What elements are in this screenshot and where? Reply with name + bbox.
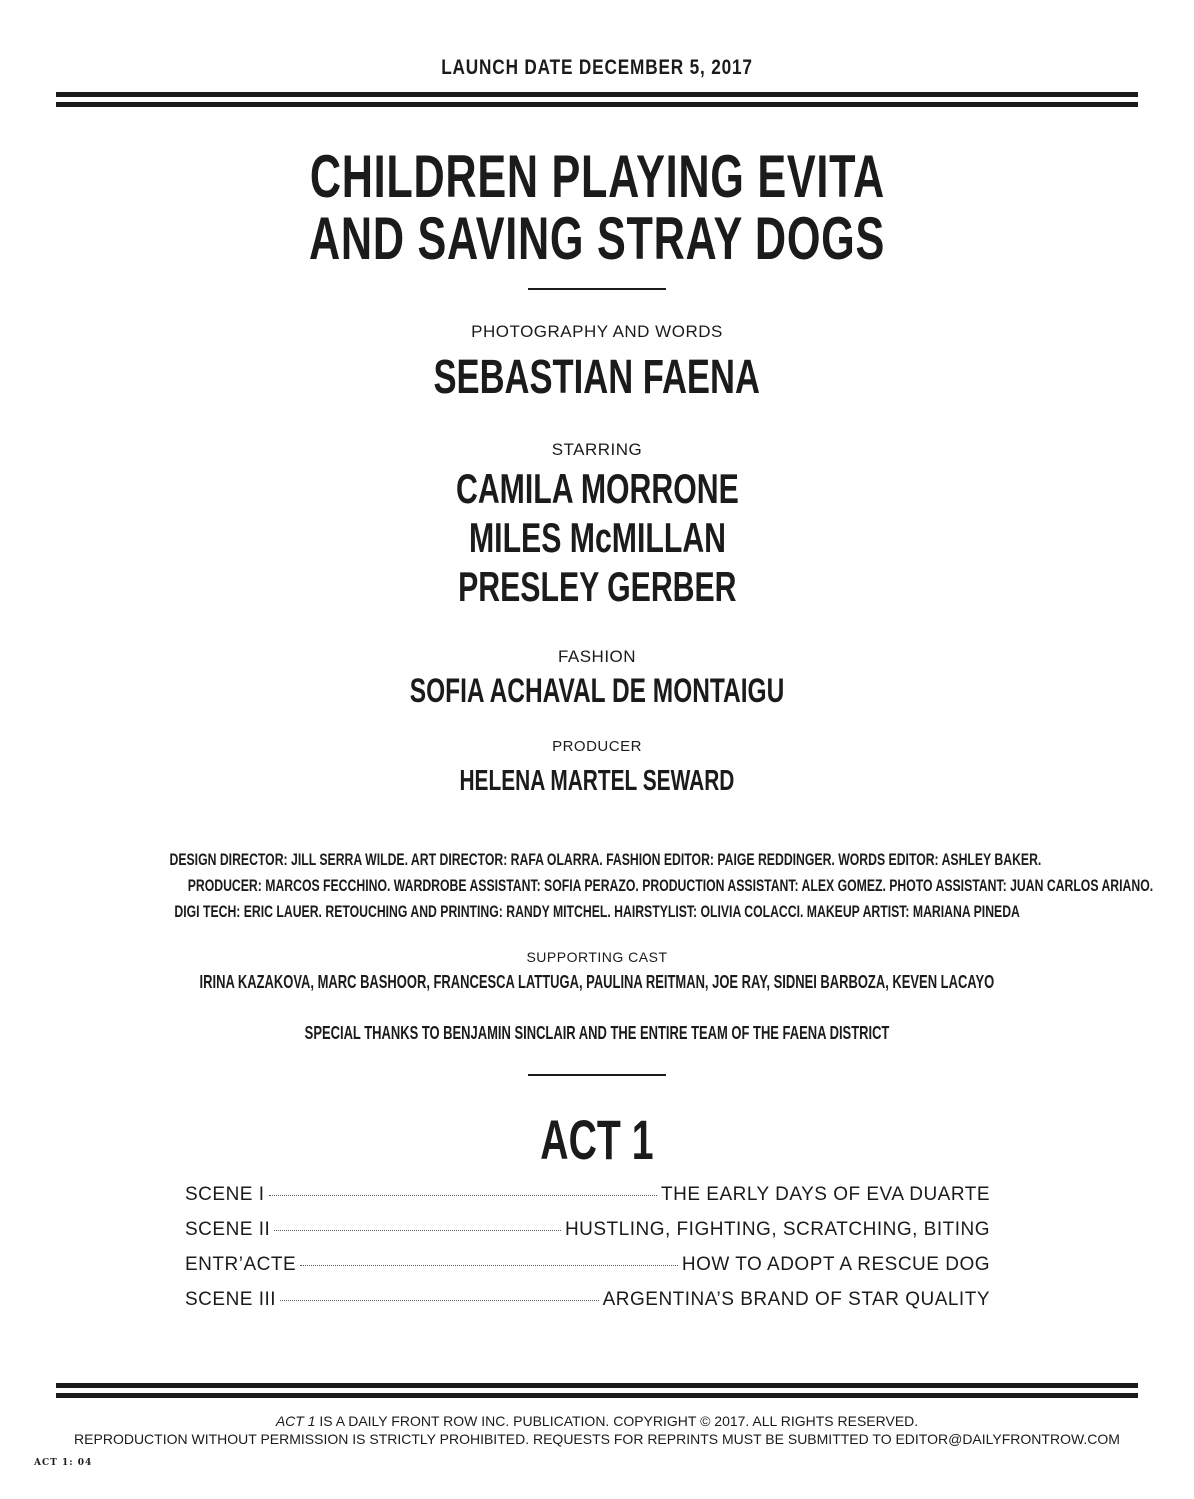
toc-scene: ENTR’ACTE [185, 1254, 297, 1275]
stars-list [0, 464, 1194, 611]
producer-label: PRODUCER [552, 738, 642, 755]
title-line-1: CHILDREN PLAYING EVITA [309, 143, 885, 210]
page-title [0, 143, 1194, 272]
supporting-cast-label: SUPPORTING CAST [526, 949, 668, 965]
supporting-cast-names: IRINA KAZAKOVA, MARC BASHOOR, FRANCESCA LATTUGA, PAULINA REITMAN, JOE RAY, SIDNEI BARBOZA, KEVEN LACAYO [199, 972, 995, 992]
toc-item [185, 1219, 990, 1243]
top-double-rule [56, 92, 1138, 107]
title-line-2: AND SAVING STRAY DOGS [308, 205, 886, 272]
toc-scene: SCENE I [185, 1184, 265, 1205]
bottom-double-rule [56, 1383, 1138, 1398]
act-title: ACT 1 [540, 1108, 654, 1171]
staff-line: DESIGN DIRECTOR: JILL SERRA WILDE. ART DIRECTOR: RAFA OLARRA. FASHION EDITOR: PAIGE REDDINGER. WORDS EDITOR: ASHLEY BAKER. [169, 850, 1042, 869]
star-name: PRESLEY GERBER [457, 563, 737, 610]
staff-line: PRODUCER: MARCOS FECCHINO. WARDROBE ASSISTANT: SOFIA PERAZO. PRODUCTION ASSISTANT: ALEX GOMEZ. PHOTO ASSISTANT: JUAN CARLOS ARIANO. [187, 876, 1154, 895]
toc-scene-title: THE EARLY DAYS OF EVA DUARTE [661, 1184, 990, 1205]
producer-name: HELENA MARTEL SEWARD [459, 765, 735, 797]
toc-scene-title: HOW TO ADOPT A RESCUE DOG [681, 1254, 990, 1275]
staff-line: DIGI TECH: ERIC LAUER. RETOUCHING AND PRINTING: RANDY MITCHEL. HAIRSTYLIST: OLIVIA COLACCI. MAKEUP ARTIST: MARIANA PINEDA [174, 902, 1020, 921]
toc-leader-dots [280, 1300, 599, 1301]
toc-scene-title: HUSTLING, FIGHTING, SCRATCHING, BITING [564, 1219, 990, 1240]
folio: ACT 1: 04 [34, 1458, 93, 1468]
toc-scene: SCENE III [185, 1289, 277, 1310]
launch-date: LAUNCH DATE DECEMBER 5, 2017 [441, 56, 753, 79]
special-thanks: SPECIAL THANKS TO BENJAMIN SINCLAIR AND THE ENTIRE TEAM OF THE FAENA DISTRICT [304, 1023, 890, 1043]
star-name: MILES McMILLAN [468, 514, 726, 561]
toc-item [185, 1184, 990, 1208]
divider-rule [528, 1074, 666, 1076]
reproduction-notice: REPRODUCTION WITHOUT PERMISSION IS STRICTLY PROHIBITED. REQUESTS FOR REPRINTS MUST BE SUBMITTED TO EDITOR@DAILYFRONTROW.COM [74, 1431, 1120, 1447]
publication-name: ACT 1 [275, 1413, 316, 1429]
staff-credits [0, 847, 1194, 925]
toc-item [185, 1254, 990, 1278]
divider-rule [528, 288, 666, 290]
fashion-name: SOFIA ACHAVAL DE MONTAIGU [409, 672, 785, 710]
toc-leader-dots [274, 1230, 561, 1231]
publication-notice [0, 1412, 1194, 1430]
toc-leader-dots [300, 1265, 678, 1266]
starring-label: STARRING [551, 440, 643, 459]
star-name: CAMILA MORRONE [455, 465, 739, 512]
photography-label: PHOTOGRAPHY AND WORDS [471, 322, 723, 341]
publication-notice-text: IS A DAILY FRONT ROW INC. PUBLICATION. COPYRIGHT © 2017. ALL RIGHTS RESERVED. [315, 1413, 919, 1429]
photographer-name: SEBASTIAN FAENA [433, 351, 761, 404]
toc-item [185, 1289, 990, 1313]
toc-scene-title: ARGENTINA’S BRAND OF STAR QUALITY [602, 1289, 990, 1310]
toc-leader-dots [269, 1195, 657, 1196]
fashion-label: FASHION [557, 647, 637, 666]
toc-scene: SCENE II [185, 1219, 271, 1240]
